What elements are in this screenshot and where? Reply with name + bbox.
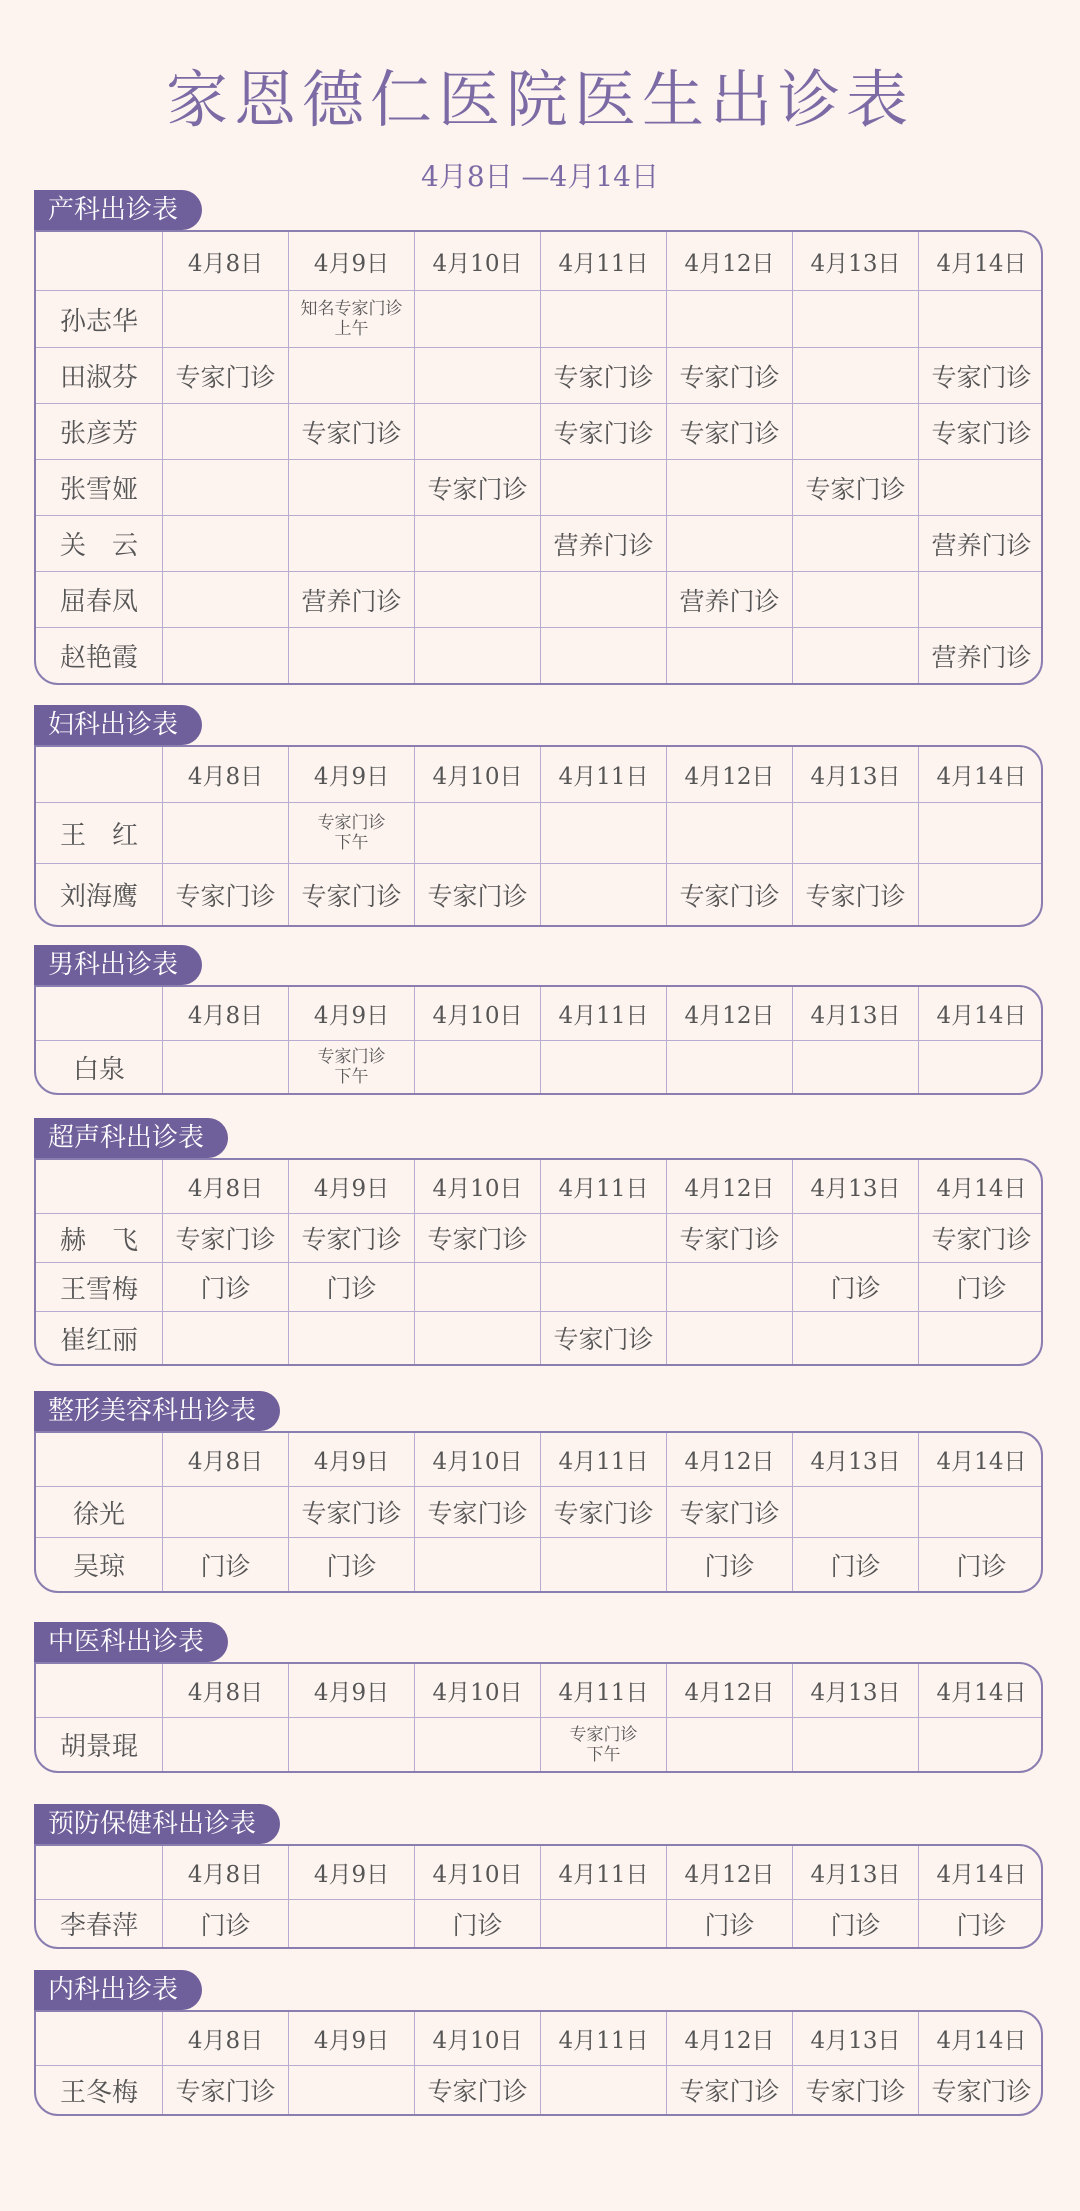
- schedule-cell: [414, 404, 540, 459]
- date-header: 4月9日: [288, 2012, 414, 2065]
- schedule-cell: 专家门诊: [666, 348, 792, 403]
- date-header: 4月10日: [414, 1664, 540, 1717]
- corner-cell: [36, 747, 162, 802]
- schedule-table: [34, 745, 1043, 927]
- date-header: 4月12日: [666, 1664, 792, 1717]
- schedule-cell: 专家门诊: [792, 2066, 918, 2114]
- schedule-cell: [666, 803, 792, 863]
- schedule-cell: 专家门诊: [666, 1214, 792, 1262]
- schedule-cell: 专家门诊: [162, 348, 288, 403]
- schedule-cell: [414, 1538, 540, 1591]
- schedule-table: [34, 2010, 1043, 2116]
- doctor-row: [36, 571, 1041, 627]
- schedule-cell: 专家门诊: [288, 864, 414, 925]
- schedule-cell: 专家门诊: [414, 1214, 540, 1262]
- date-header: 4月11日: [540, 1433, 666, 1486]
- header-row: [36, 2012, 1041, 2065]
- doctor-name: 徐光: [72, 1499, 125, 1530]
- doctor-row: [36, 1262, 1041, 1311]
- schedule-cell: 专家门诊: [162, 2066, 288, 2114]
- doctor-row: [36, 802, 1041, 863]
- date-header: 4月8日: [162, 232, 288, 290]
- schedule-cell: [666, 516, 792, 571]
- doctor-name: 张彦芳: [59, 419, 138, 449]
- schedule-cell: 专家门诊: [414, 460, 540, 515]
- date-header: 4月14日: [918, 987, 1043, 1040]
- schedule-cell: [414, 1718, 540, 1771]
- schedule-cell: 营养门诊: [540, 516, 666, 571]
- doctor-name: 王冬梅: [59, 2077, 138, 2108]
- schedule-cell: 营养门诊: [666, 572, 792, 627]
- date-header: 4月8日: [162, 1664, 288, 1717]
- header-row: [36, 747, 1041, 802]
- corner-cell: [36, 232, 162, 290]
- schedule-cell: [540, 1214, 666, 1262]
- schedule-cell: [666, 628, 792, 683]
- date-header: 4月10日: [414, 987, 540, 1040]
- schedule-cell: [288, 516, 414, 571]
- schedule-cell: [792, 1718, 918, 1771]
- schedule-cell: [288, 803, 414, 863]
- header-row: [36, 1433, 1041, 1486]
- date-header: 4月9日: [288, 1664, 414, 1717]
- schedule-cell: 专家门诊: [918, 404, 1043, 459]
- schedule-cell: 门诊: [666, 1538, 792, 1591]
- date-header: 4月11日: [540, 2012, 666, 2065]
- schedule-cell: [792, 516, 918, 571]
- schedule-cell: [414, 1312, 540, 1364]
- schedule-cell: [792, 1041, 918, 1093]
- schedule-cell: [162, 803, 288, 863]
- date-header: 4月13日: [792, 1433, 918, 1486]
- doctor-row: [36, 290, 1041, 347]
- schedule-cell: 门诊: [792, 1538, 918, 1591]
- section-label: 超声科出诊表: [34, 1118, 228, 1158]
- schedule-cell: 门诊: [792, 1263, 918, 1311]
- schedule-cell: 门诊: [288, 1538, 414, 1591]
- schedule-cell: [288, 2066, 414, 2114]
- schedule-cell: [414, 628, 540, 683]
- schedule-cell: [792, 1487, 918, 1537]
- doctor-row: [36, 403, 1041, 459]
- cell-line: 专家门诊: [317, 813, 386, 833]
- doctor-name: 吴琼: [72, 1552, 125, 1582]
- schedule-cell: 专家门诊: [918, 1214, 1043, 1262]
- schedule-cell: [540, 1263, 666, 1311]
- doctor-name: 孙志华: [59, 306, 138, 337]
- schedule-cell: [162, 516, 288, 571]
- schedule-cell: 专家门诊: [414, 864, 540, 925]
- schedule-cell: 专家门诊: [666, 864, 792, 925]
- schedule-cell: 专家门诊: [918, 2066, 1043, 2114]
- schedule-cell: 专家门诊: [666, 1487, 792, 1537]
- schedule-cell: [540, 864, 666, 925]
- schedule-cell: [918, 1718, 1043, 1771]
- date-header: 4月13日: [792, 1846, 918, 1899]
- schedule-cell: [414, 803, 540, 863]
- date-header: 4月12日: [666, 987, 792, 1040]
- schedule-cell: [540, 1041, 666, 1093]
- date-header: 4月9日: [288, 1160, 414, 1213]
- schedule-cell: 专家门诊: [414, 2066, 540, 2114]
- schedule-cell: [540, 1718, 666, 1771]
- schedule-cell: [918, 864, 1043, 925]
- schedule-cell: [918, 1487, 1043, 1537]
- date-header: 4月13日: [792, 1160, 918, 1213]
- schedule-cell: [162, 1718, 288, 1771]
- doctor-row: [36, 1040, 1041, 1093]
- schedule-cell: [414, 1263, 540, 1311]
- schedule-cell: [792, 348, 918, 403]
- date-header: 4月14日: [918, 1664, 1043, 1717]
- doctor-name: 张雪娅: [59, 475, 138, 505]
- schedule-cell: [540, 628, 666, 683]
- schedule-cell: 专家门诊: [288, 1487, 414, 1537]
- schedule-cell: [792, 1312, 918, 1364]
- section-label: 预防保健科出诊表: [34, 1804, 280, 1844]
- date-header: 4月10日: [414, 1160, 540, 1213]
- doctor-row: [36, 1486, 1041, 1537]
- header-row: [36, 1664, 1041, 1717]
- schedule-cell: [792, 291, 918, 347]
- date-header: 4月13日: [792, 1664, 918, 1717]
- date-header: 4月12日: [666, 2012, 792, 2065]
- date-header: 4月11日: [540, 232, 666, 290]
- schedule-cell: [540, 291, 666, 347]
- doctor-row: [36, 627, 1041, 683]
- schedule-cell: 门诊: [162, 1900, 288, 1947]
- doctor-name: 胡景琨: [59, 1732, 138, 1762]
- page-title: 家恩德仁医院医生出诊表: [165, 63, 914, 136]
- schedule-table: [34, 1844, 1043, 1949]
- schedule-cell: [792, 572, 918, 627]
- schedule-cell: 门诊: [162, 1538, 288, 1591]
- schedule-cell: 专家门诊: [792, 460, 918, 515]
- corner-cell: [36, 1846, 162, 1899]
- schedule-cell: [414, 572, 540, 627]
- date-header: 4月8日: [162, 1846, 288, 1899]
- schedule-cell: 门诊: [288, 1263, 414, 1311]
- schedule-cell: 营养门诊: [918, 628, 1043, 683]
- cell-line: 下午: [334, 1067, 369, 1087]
- doctor-row: [36, 459, 1041, 515]
- schedule-cell: [918, 572, 1043, 627]
- date-header: 4月10日: [414, 1846, 540, 1899]
- schedule-cell: 专家门诊: [540, 404, 666, 459]
- doctor-name: 王 红: [59, 820, 138, 851]
- date-header: 4月14日: [918, 1160, 1043, 1213]
- date-header: 4月14日: [918, 747, 1043, 802]
- schedule-cell: [288, 460, 414, 515]
- schedule-cell: 专家门诊: [540, 1312, 666, 1364]
- schedule-cell: 专家门诊: [792, 864, 918, 925]
- date-header: 4月14日: [918, 232, 1043, 290]
- doctor-row: [36, 1717, 1041, 1771]
- schedule-cell: 营养门诊: [918, 516, 1043, 571]
- date-header: 4月13日: [792, 2012, 918, 2065]
- date-header: 4月11日: [540, 1664, 666, 1717]
- schedule-cell: [414, 291, 540, 347]
- schedule-cell: [162, 628, 288, 683]
- schedule-cell: 门诊: [414, 1900, 540, 1947]
- date-header: 4月14日: [918, 2012, 1043, 2065]
- schedule-cell: [288, 1312, 414, 1364]
- cell-line: 专家门诊: [317, 1047, 386, 1067]
- schedule-cell: 专家门诊: [414, 1487, 540, 1537]
- header-row: [36, 232, 1041, 290]
- schedule-cell: [666, 1312, 792, 1364]
- doctor-row: [36, 1899, 1041, 1947]
- schedule-cell: [288, 1041, 414, 1093]
- doctor-name: 关 云: [59, 531, 138, 561]
- schedule-cell: [540, 2066, 666, 2114]
- date-header: 4月8日: [162, 1160, 288, 1213]
- schedule-cell: [666, 1718, 792, 1771]
- schedule-cell: [162, 291, 288, 347]
- date-header: 4月8日: [162, 987, 288, 1040]
- schedule-cell: [540, 460, 666, 515]
- schedule-cell: [666, 460, 792, 515]
- schedule-cell: [540, 1538, 666, 1591]
- corner-cell: [36, 1160, 162, 1213]
- date-header: 4月9日: [288, 1846, 414, 1899]
- schedule-table: [34, 1431, 1043, 1593]
- doctor-name: 王雪梅: [59, 1274, 138, 1305]
- schedule-cell: [918, 1312, 1043, 1364]
- section-label: 男科出诊表: [34, 945, 202, 985]
- date-header: 4月12日: [666, 747, 792, 802]
- doctor-name: 白泉: [72, 1054, 125, 1085]
- date-header: 4月12日: [666, 1433, 792, 1486]
- schedule-table: [34, 985, 1043, 1095]
- schedule-cell: [162, 460, 288, 515]
- cell-line: 下午: [586, 1744, 621, 1765]
- doctor-name: 赵艳霞: [59, 643, 138, 673]
- schedule-table: [34, 1662, 1043, 1773]
- schedule-cell: [162, 404, 288, 459]
- schedule-cell: [540, 572, 666, 627]
- schedule-cell: [792, 628, 918, 683]
- schedule-cell: [162, 1312, 288, 1364]
- corner-cell: [36, 1433, 162, 1486]
- date-header: 4月11日: [540, 987, 666, 1040]
- doctor-row: [36, 1537, 1041, 1591]
- schedule-cell: [288, 1718, 414, 1771]
- schedule-cell: [918, 460, 1043, 515]
- corner-cell: [36, 1664, 162, 1717]
- schedule-cell: [162, 572, 288, 627]
- doctor-name: 刘海鹰: [59, 882, 138, 912]
- cell-line: 下午: [334, 833, 369, 853]
- doctor-name: 崔红丽: [59, 1325, 138, 1356]
- schedule-cell: [414, 1041, 540, 1093]
- schedule-cell: [666, 1263, 792, 1311]
- section-label: 产科出诊表: [34, 190, 202, 230]
- schedule-cell: 门诊: [792, 1900, 918, 1947]
- date-header: 4月12日: [666, 1160, 792, 1213]
- cell-line: 专家门诊: [569, 1724, 638, 1745]
- date-header: 4月9日: [288, 747, 414, 802]
- schedule-cell: [918, 803, 1043, 863]
- schedule-table: [34, 1158, 1043, 1366]
- doctor-row: [36, 515, 1041, 571]
- header-row: [36, 1160, 1041, 1213]
- date-header: 4月8日: [162, 1433, 288, 1486]
- corner-cell: [36, 2012, 162, 2065]
- schedule-cell: [666, 291, 792, 347]
- date-header: 4月12日: [666, 1846, 792, 1899]
- schedule-cell: [414, 516, 540, 571]
- schedule-cell: [792, 1214, 918, 1262]
- schedule-cell: [162, 1041, 288, 1093]
- schedule-cell: [792, 404, 918, 459]
- schedule-cell: [414, 348, 540, 403]
- schedule-cell: [540, 803, 666, 863]
- doctor-name: 赫 飞: [59, 1225, 138, 1256]
- schedule-cell: 门诊: [666, 1900, 792, 1947]
- schedule-cell: [288, 291, 414, 347]
- schedule-cell: 专家门诊: [918, 348, 1043, 403]
- date-header: 4月10日: [414, 1433, 540, 1486]
- schedule-table: [34, 230, 1043, 685]
- date-header: 4月11日: [540, 1160, 666, 1213]
- schedule-cell: [792, 803, 918, 863]
- schedule-cell: [666, 1041, 792, 1093]
- date-header: 4月14日: [918, 1846, 1043, 1899]
- schedule-cell: 营养门诊: [288, 572, 414, 627]
- date-header: 4月9日: [288, 232, 414, 290]
- date-header: 4月14日: [918, 1433, 1043, 1486]
- date-header: 4月10日: [414, 747, 540, 802]
- schedule-cell: [918, 291, 1043, 347]
- schedule-cell: [162, 1487, 288, 1537]
- schedule-cell: 专家门诊: [162, 1214, 288, 1262]
- doctor-row: [36, 1213, 1041, 1262]
- date-header: 4月9日: [288, 1433, 414, 1486]
- doctor-name: 屈春凤: [59, 587, 138, 617]
- doctor-row: [36, 2065, 1041, 2114]
- doctor-row: [36, 863, 1041, 925]
- date-header: 4月12日: [666, 232, 792, 290]
- schedule-cell: 门诊: [918, 1900, 1043, 1947]
- date-header: 4月9日: [288, 987, 414, 1040]
- schedule-cell: [288, 628, 414, 683]
- schedule-cell: 门诊: [918, 1538, 1043, 1591]
- date-header: 4月8日: [162, 747, 288, 802]
- date-header: 4月11日: [540, 747, 666, 802]
- schedule-cell: 专家门诊: [666, 404, 792, 459]
- schedule-cell: 专家门诊: [288, 404, 414, 459]
- schedule-cell: 门诊: [162, 1263, 288, 1311]
- schedule-cell: 专家门诊: [666, 2066, 792, 2114]
- date-header: 4月10日: [414, 2012, 540, 2065]
- cell-line: 知名专家门诊: [300, 299, 403, 319]
- section-label: 妇科出诊表: [34, 705, 202, 745]
- section-label: 内科出诊表: [34, 1970, 202, 2010]
- section-label: 中医科出诊表: [34, 1622, 228, 1662]
- header-row: [36, 987, 1041, 1040]
- schedule-cell: 专家门诊: [540, 348, 666, 403]
- header-row: [36, 1846, 1041, 1899]
- date-range: 4月8日 —4月14日: [421, 160, 659, 193]
- date-header: 4月8日: [162, 2012, 288, 2065]
- schedule-cell: 专家门诊: [162, 864, 288, 925]
- corner-cell: [36, 987, 162, 1040]
- doctor-row: [36, 347, 1041, 403]
- schedule-cell: 门诊: [918, 1263, 1043, 1311]
- date-header: 4月13日: [792, 987, 918, 1040]
- cell-line: 上午: [334, 319, 369, 339]
- schedule-cell: 专家门诊: [540, 1487, 666, 1537]
- schedule-cell: [540, 1900, 666, 1947]
- date-header: 4月10日: [414, 232, 540, 290]
- schedule-cell: [288, 348, 414, 403]
- section-label: 整形美容科出诊表: [34, 1391, 280, 1431]
- doctor-name: 田淑芬: [59, 363, 138, 393]
- schedule-cell: [288, 1900, 414, 1947]
- schedule-cell: [918, 1041, 1043, 1093]
- date-header: 4月13日: [792, 747, 918, 802]
- date-header: 4月13日: [792, 232, 918, 290]
- doctor-name: 李春萍: [59, 1911, 138, 1941]
- date-header: 4月11日: [540, 1846, 666, 1899]
- schedule-cell: 专家门诊: [288, 1214, 414, 1262]
- doctor-row: [36, 1311, 1041, 1364]
